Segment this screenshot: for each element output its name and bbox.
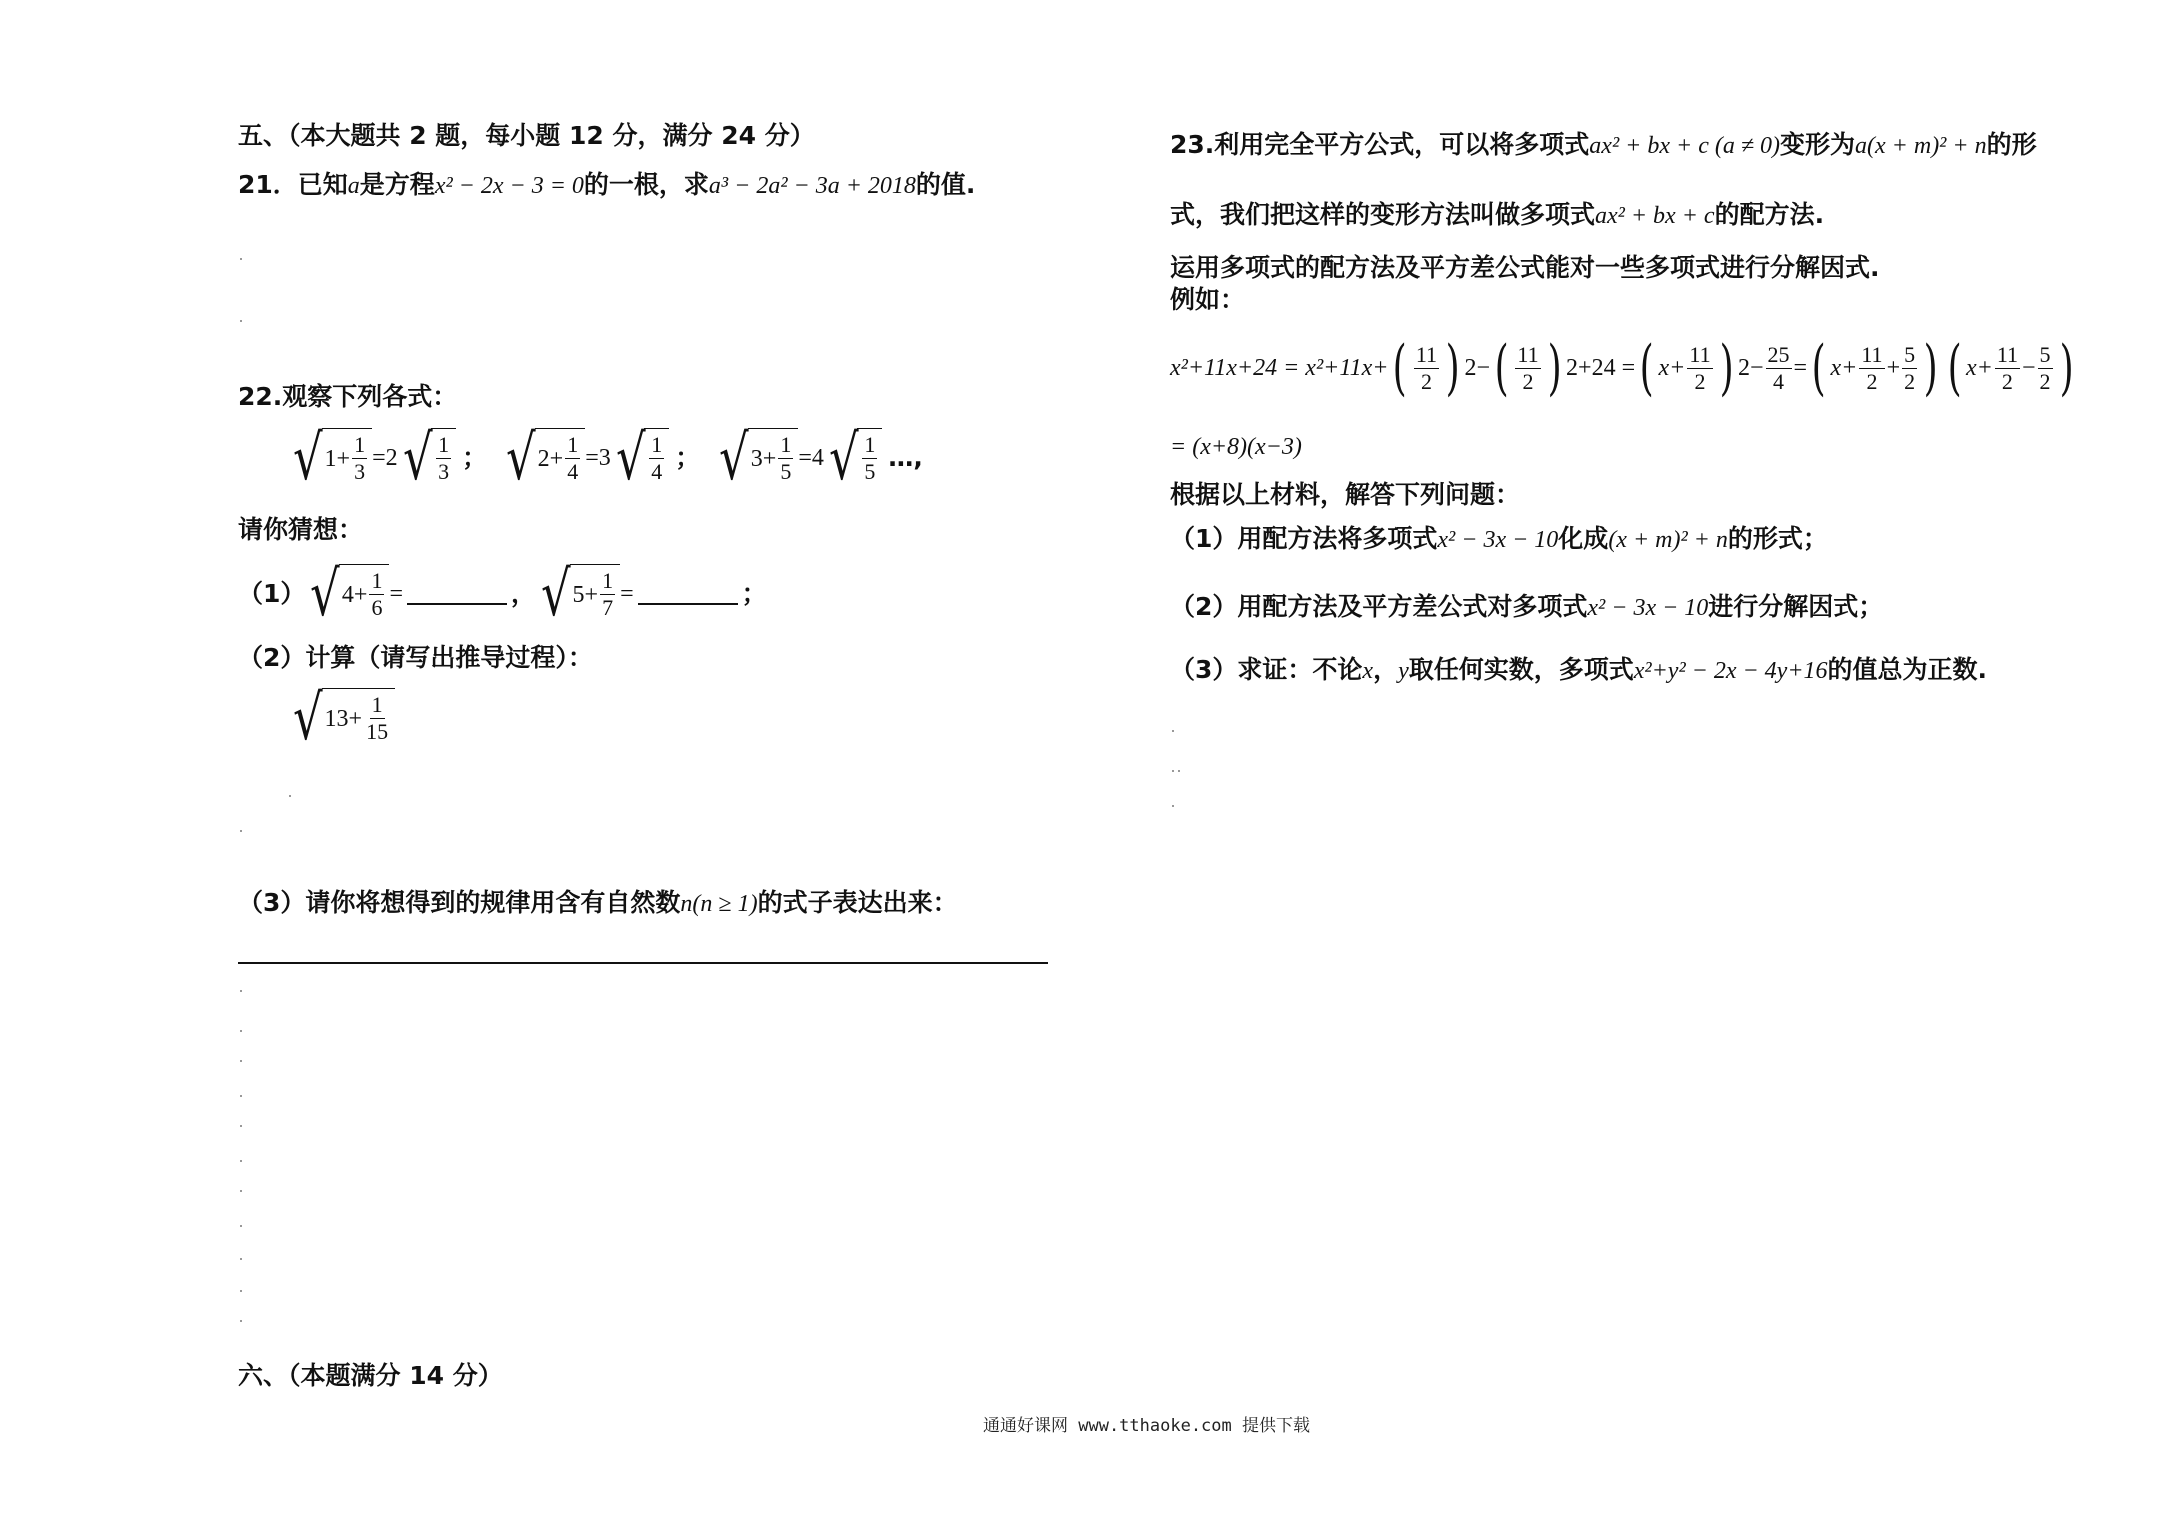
sub-question-2: （2）用配方法及平方差公式对多项式x² − 3x − 10进行分解因式； bbox=[1170, 592, 1884, 621]
footer-credit: 通通好课网 www.tthaoke.com 提供下载 bbox=[983, 1416, 1310, 1436]
q22-examples bbox=[288, 421, 937, 494]
q21-expression: a³ − 2a² − 3a + 2018 bbox=[708, 173, 916, 199]
sub-question-3: （3）求证：不论x，y取任何实数，多项式x²+y² − 2x − 4y+16的值总为正数. bbox=[1170, 655, 1988, 684]
part-3: （3）请你将想得到的规律用含有自然数n(n ≥ 1)的式子表达出来： bbox=[238, 888, 958, 917]
p3-math: n(n ≥ 1) bbox=[680, 891, 758, 917]
q22-example-1: √ 1+ $\frac{1}{3}$ = 2 √ $\frac{1}{3}$ ； bbox=[292, 421, 488, 494]
sub-question-1: （1）用配方法将多项式x² − 3x − 10化成(x + m)² + n的形式； bbox=[1170, 524, 1828, 553]
question-22-title: 22.观察下列各式： bbox=[238, 382, 458, 411]
answer-blank-1[interactable] bbox=[407, 583, 507, 605]
question-21: 21．已知a是方程x² − 2x − 3 = 0的一根，求a³ − 2a² − 3a + 2018的值. bbox=[238, 170, 976, 199]
example-result: = (x+8)(x−3) bbox=[1170, 434, 1302, 460]
section-five-heading: 五、（本大题共 2 题，每小题 12 分，满分 24 分） bbox=[238, 121, 815, 150]
question-23-line-3: 运用多项式的配方法及平方差公式能对一些多项式进行分解因式. bbox=[1170, 253, 1880, 282]
question-23-line-1: 23.利用完全平方公式，可以将多项式ax² + bx + c (a ≠ 0)变形为a(x + m)² + n的形 bbox=[1170, 130, 2037, 159]
answer-line[interactable] bbox=[238, 962, 1048, 964]
p1-root-a: √ 4+ $\frac{1}{6}$ bbox=[305, 564, 389, 624]
example-equation: x²+11x+24 = x²+11x+ ( $\frac{11}{2}$ ) 2 − ( $\frac{11}{2}$ ) 2 +24 = ( x+ $\frac{11}{2}$ ) 2 − $\frac{25}{4}$ = ( x+ $\frac{11}{2}$ + $\frac{5}{2}$ ) ( x+ $\frac{11}{2}$ − $\frac{5}{2}$ ) bbox=[1170, 333, 2074, 403]
part-2-expression: √ 13+ $\frac{1}{15}$ bbox=[288, 688, 395, 748]
question-23-ask: 根据以上材料，解答下列问题： bbox=[1170, 480, 1521, 509]
part-1: （1） √ 4+ $\frac{1}{6}$ = ， √ 5+ $\frac{1}{7}$ = ； bbox=[238, 557, 767, 630]
guess-label: 请你猜想： bbox=[238, 515, 364, 544]
example-label: 例如： bbox=[1170, 285, 1246, 314]
q22-example-3: √ 3+ $\frac{1}{5}$ = 4 √ $\frac{1}{5}$ …, bbox=[719, 421, 923, 494]
section-six-heading: 六、（本题满分 14 分） bbox=[238, 1361, 503, 1390]
q22-example-2: √ 2+ $\frac{1}{4}$ = 3 √ $\frac{1}{4}$ ； bbox=[506, 421, 701, 494]
p1-root-b: √ 5+ $\frac{1}{7}$ bbox=[536, 564, 620, 624]
part-2-label: （2）计算（请写出推导过程）： bbox=[238, 643, 593, 672]
answer-blank-2[interactable] bbox=[638, 583, 738, 605]
q21-equation: x² − 2x − 3 = 0 bbox=[434, 173, 584, 199]
question-23-line-2: 式，我们把这样的变形方法叫做多项式ax² + bx + c的配方法. bbox=[1170, 200, 1825, 229]
